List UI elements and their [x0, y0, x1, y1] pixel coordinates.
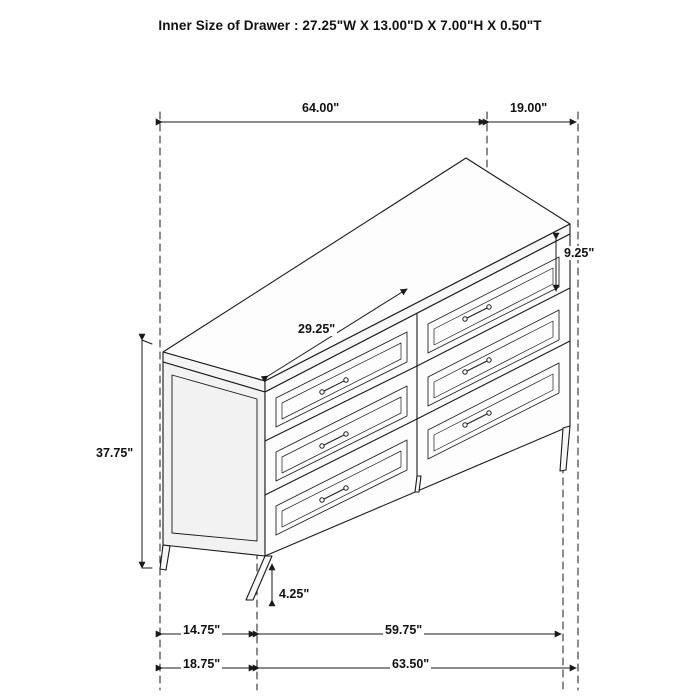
dimension-label-top-drawer-height: 9.25"	[564, 246, 595, 260]
dimension-label-leg-height: 4.25"	[279, 587, 310, 601]
dimension-label-top-width: 64.00"	[302, 101, 340, 115]
dimension-label-top-depth: 19.00"	[510, 101, 548, 115]
page-title: Inner Size of Drawer : 27.25"W X 13.00"D X 7.00"H X 0.50"T	[158, 18, 542, 33]
dimension-label-base-width: 63.50"	[392, 657, 430, 671]
dimension-label-side-depth: 14.75"	[183, 623, 221, 637]
dimension-label-overall-height: 37.75"	[96, 446, 134, 460]
dimension-label-surface-depth: 29.25"	[298, 322, 336, 336]
dimension-label-base-depth: 18.75"	[183, 657, 221, 671]
dimension-label-front-width: 59.75"	[385, 623, 423, 637]
